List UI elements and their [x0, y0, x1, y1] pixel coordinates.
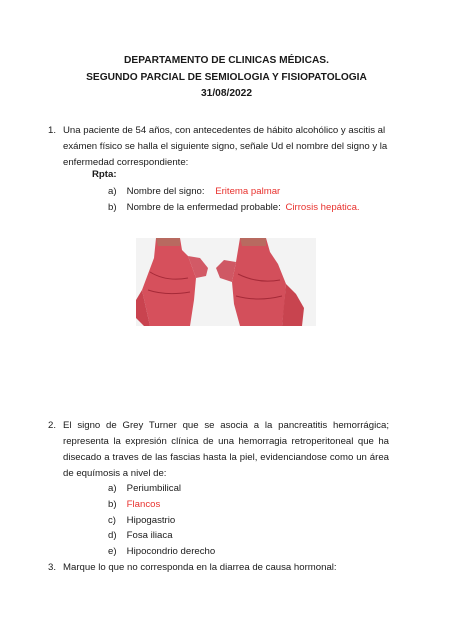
option-b	[108, 499, 160, 510]
question-number: 1.	[48, 125, 57, 136]
option-letter: d)	[108, 530, 117, 541]
option-text: Hipogastrio	[126, 515, 176, 526]
option-letter: e)	[108, 546, 117, 557]
option-e	[108, 546, 215, 557]
question-text: Una paciente de 54 años, con antecedentes de hábito alcohólico y ascitis al exámen físico se halla el siguiente signo, señale Ud el nombre del signo y la enfermedad correspondiente:	[63, 125, 388, 168]
answer-label: Rpta:	[92, 169, 117, 180]
answer-b	[108, 202, 360, 213]
exam-title: SEGUNDO PARCIAL DE SEMIOLOGIA Y FISIOPATOLOGIA	[86, 72, 367, 83]
question-1	[48, 123, 389, 171]
question-number: 2.	[48, 420, 57, 431]
option-letter: c)	[108, 515, 116, 526]
option-text: Hipocondrio derecho	[126, 546, 216, 557]
answer-value: Cirrosis hepática.	[285, 202, 360, 213]
option-text: Flancos	[126, 499, 161, 510]
option-text: Fosa iliaca	[126, 530, 173, 541]
question-number: 3.	[48, 562, 57, 573]
option-letter: a)	[108, 186, 117, 197]
question-text: El signo de Grey Turner que se asocia a la pancreatitis hemorrágica; representa la expresión clínica de una hemorragia retroperitoneal que ha disecado a traves de las fascias hasta la piel, evidenciandose como un área de equímosis a nivel de:	[63, 420, 389, 479]
question-3	[48, 560, 389, 576]
option-letter: a)	[108, 483, 117, 494]
option-a	[108, 483, 181, 494]
palmar-erythema-photo	[136, 238, 316, 326]
option-d	[108, 530, 173, 541]
option-letter: b)	[108, 499, 117, 510]
option-letter: b)	[108, 202, 117, 213]
option-text: Periumbilical	[126, 483, 182, 494]
option-c	[108, 515, 175, 526]
exam-date: 31/08/2022	[201, 88, 252, 99]
answer-label-text: Nombre de la enfermedad probable:	[126, 202, 281, 213]
answer-value: Eritema palmar	[215, 186, 281, 197]
department-title: DEPARTAMENTO DE CLINICAS MÉDICAS.	[124, 55, 329, 66]
question-text: Marque lo que no corresponda en la diarrea de causa hormonal:	[63, 562, 337, 573]
question-2	[48, 418, 389, 482]
answer-label-text: Nombre del signo:	[126, 186, 205, 197]
answer-a	[108, 186, 280, 197]
